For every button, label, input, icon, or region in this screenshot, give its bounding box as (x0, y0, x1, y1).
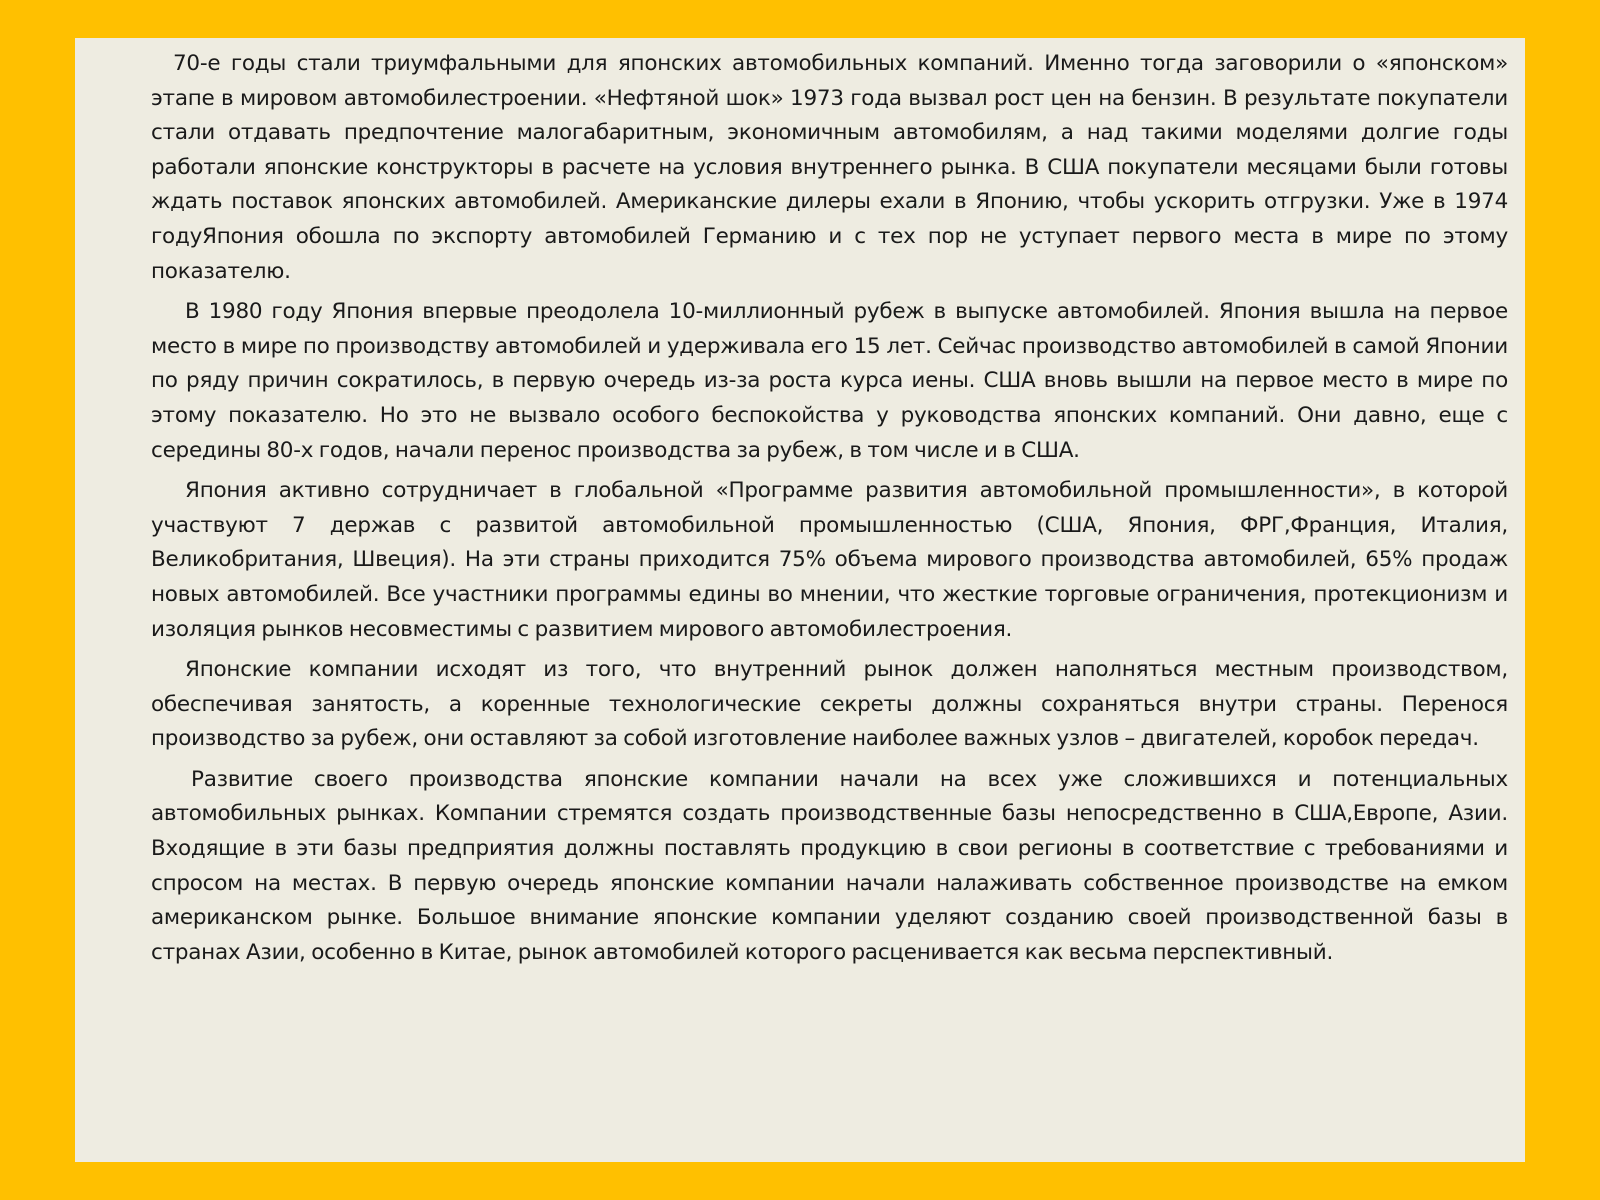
document-body (151, 47, 1508, 970)
paragraph-5: Развитие своего производства японские компании начали на всех уже сложившихся и потенциальных автомобильных рынках. Компании стремятся создать производственные базы непосредственно в США,Европе, Азии. Входящие в эти базы предприятия должны поставлять продукцию в свои регионы в соответствие с требованиями и спросом на местах. В первую очередь японские компании начали налаживать собственное производстве на емком американском рынке. Большое внимание японские компании уделяют созданию своей производственной базы в странах Азии, особенно в Китае, рынок автомобилей которого расценивается как весьма перспективный. (151, 766, 1508, 965)
paragraph-2: В 1980 году Япония впервые преодолела 10-миллионный рубеж в выпуске автомобилей. Япония вышла на первое место в мире по производству автомобилей и удерживала его 15 лет. Сейчас производство автомобилей в самой Японии по ряду причин сократилось, в первую очередь из-за роста курса иены. США вновь вышли на первое место в мире по этому показателю. Но это не вызвало особого беспокойства у руководства японских компаний. Они давно, еще с середины 80-х годов, начали перенос производства за рубеж, в том числе и в США. (151, 299, 1508, 463)
slide-content-panel (75, 38, 1525, 1162)
paragraph-1: 70-е годы стали триумфальными для японских автомобильных компаний. Именно тогда заговорили о «японском» этапе в мировом автомобилестроении. «Нефтяной шок» 1973 года вызвал рост цен на бензин. В результате покупатели стали отдавать предпочтение малогабаритным, экономичным автомобилям, а над такими моделями долгие годы работали японские конструкторы в расчете на условия внутреннего рынка. В США покупатели месяцами были готовы ждать поставок японских автомобилей. Американские дилеры ехали в Японию, чтобы ускорить отгрузки. Уже в 1974 годуЯпония обошла по экспорту автомобилей Германию и с тех пор не уступает первого места в мире по этому показателю. (151, 51, 1508, 284)
paragraph-3: Япония активно сотрудничает в глобальной «Программе развития автомобильной промышленности», в которой участвуют 7 держав с развитой автомобильной промышленностью (США, Япония, ФРГ,Франция, Италия, Великобритания, Швеция). На эти страны приходится 75% объема мирового производства автомобилей, 65% продаж новых автомобилей. Все участники программы едины во мнении, что жесткие торговые ограничения, протекционизм и изоляция рынков несовместимы с развитием мирового автомобилестроения. (151, 478, 1508, 642)
paragraph-4: Японские компании исходят из того, что внутренний рынок должен наполняться местным производством, обеспечивая занятость, а коренные технологические секреты должны сохраняться внутри страны. Перенося производство за рубеж, они оставляют за собой изготовление наиболее важных узлов – двигателей, коробок передач. (151, 657, 1508, 752)
